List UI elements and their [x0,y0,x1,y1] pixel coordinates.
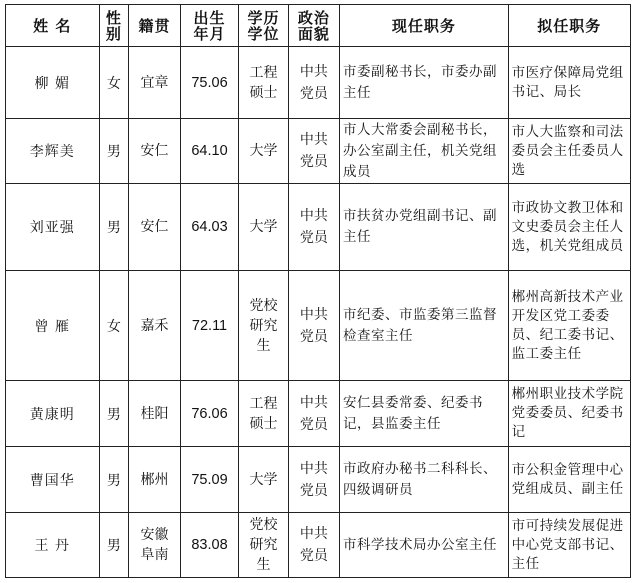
table-row [6,119,631,184]
header-education-label: 学历学位 [247,8,280,43]
cell-proposed-post: 市可持续发展促进中心党支部书记、主任 [508,513,630,578]
cell-proposed-post: 市政协文教卫体和文史委员会主任人选，机关党组成员 [508,184,630,271]
cell-party [288,447,339,513]
header-party [288,5,339,47]
cell-education [239,513,288,578]
cell-hometown: 嘉禾 [129,271,180,381]
cell-hometown: 郴州 [129,447,180,513]
cell-party [288,184,339,271]
cell-sex: 女 [99,47,129,119]
party-text: 中共党员 [299,526,328,564]
cell-proposed-post: 郴州职业技术学院党委委员、纪委书记 [508,381,630,447]
cell-birth: 75.06 [180,47,239,119]
cell-proposed-post: 郴州高新技术产业开发区党工委委员、纪工委书记、监工委主任 [508,271,630,381]
cell-name: 曾 雁 [6,271,100,381]
cell-current-post: 安仁县委常委、纪委书记，县监委主任 [340,381,509,447]
cell-name: 李辉美 [6,119,100,184]
cell-party [288,381,339,447]
cell-birth: 72.11 [180,271,239,381]
header-birth [180,5,239,47]
cell-birth: 76.06 [180,381,239,447]
header-current-post: 现任职务 [340,5,509,47]
header-birth-label: 出生年月 [193,8,226,43]
cell-education [239,381,288,447]
cell-current-post: 市人大常委会副秘书长，办公室副主任，机关党组成员 [340,119,509,184]
appointment-roster-table [5,4,631,578]
cell-education [239,184,288,271]
cell-proposed-post: 市医疗保障局党组书记、局长 [508,47,630,119]
cell-current-post: 市科学技术局办公室主任 [340,513,509,578]
education-text: 大学 [249,471,278,488]
cell-name: 柳 媚 [6,47,100,119]
cell-party [288,119,339,184]
education-text: 党校研究生 [249,297,278,354]
cell-proposed-post: 市公积金管理中心党组成员、副主任 [508,447,630,513]
cell-hometown: 桂阳 [129,381,180,447]
party-text: 中共党员 [299,306,328,345]
header-education [239,5,288,47]
cell-name: 曹国华 [6,447,100,513]
header-hometown: 籍贯 [129,5,180,47]
education-text: 大学 [249,219,278,235]
cell-hometown: 宜章 [129,47,180,119]
header-proposed-post: 拟任职务 [508,5,630,47]
education-text: 工程硕士 [249,395,278,432]
cell-sex: 男 [99,119,129,184]
cell-current-post: 市委副秘书长，市委办副主任 [340,47,509,119]
cell-education [239,271,288,381]
cell-sex: 女 [99,271,129,381]
header-sex [99,5,129,47]
cell-sex: 男 [99,381,129,447]
cell-current-post: 市政府办秘书二科科长、四级调研员 [340,447,509,513]
cell-name: 黄康明 [6,381,100,447]
cell-party [288,47,339,119]
table-row [6,47,631,119]
cell-birth: 64.10 [180,119,239,184]
party-text: 中共党员 [299,208,328,246]
cell-current-post: 市纪委、市监委第三监督检查室主任 [340,271,509,381]
table-row [6,271,631,381]
cell-education [239,447,288,513]
cell-sex: 男 [99,513,129,578]
header-name: 姓 名 [6,5,100,47]
cell-birth: 83.08 [180,513,239,578]
education-text: 大学 [249,143,278,159]
cell-proposed-post: 市人大监察和司法委员会主任委员人选 [508,119,630,184]
party-text: 中共党员 [299,132,328,170]
cell-hometown: 安仁 [129,119,180,184]
cell-birth: 75.09 [180,447,239,513]
education-text: 党校研究生 [249,517,278,573]
cell-name: 王 丹 [6,513,100,578]
cell-hometown: 安仁 [129,184,180,271]
cell-name: 刘亚强 [6,184,100,271]
cell-education [239,47,288,119]
cell-education [239,119,288,184]
party-text: 中共党员 [299,394,328,433]
cell-sex: 男 [99,184,129,271]
cell-hometown [129,513,180,578]
table-row [6,184,631,271]
cell-party [288,513,339,578]
cell-party [288,271,339,381]
party-text: 中共党员 [299,63,328,102]
table-row [6,513,631,578]
education-text: 工程硕士 [249,64,278,101]
header-sex-label: 性别 [105,8,122,43]
header-row [6,5,631,47]
table-row [6,381,631,447]
header-party-label: 政治面貌 [297,8,330,43]
cell-sex: 男 [99,447,129,513]
cell-birth: 64.03 [180,184,239,271]
cell-current-post: 市扶贫办党组副书记、副主任 [340,184,509,271]
party-text: 中共党员 [299,460,328,499]
table-row [6,447,631,513]
hometown-text: 安徽阜南 [140,527,169,563]
